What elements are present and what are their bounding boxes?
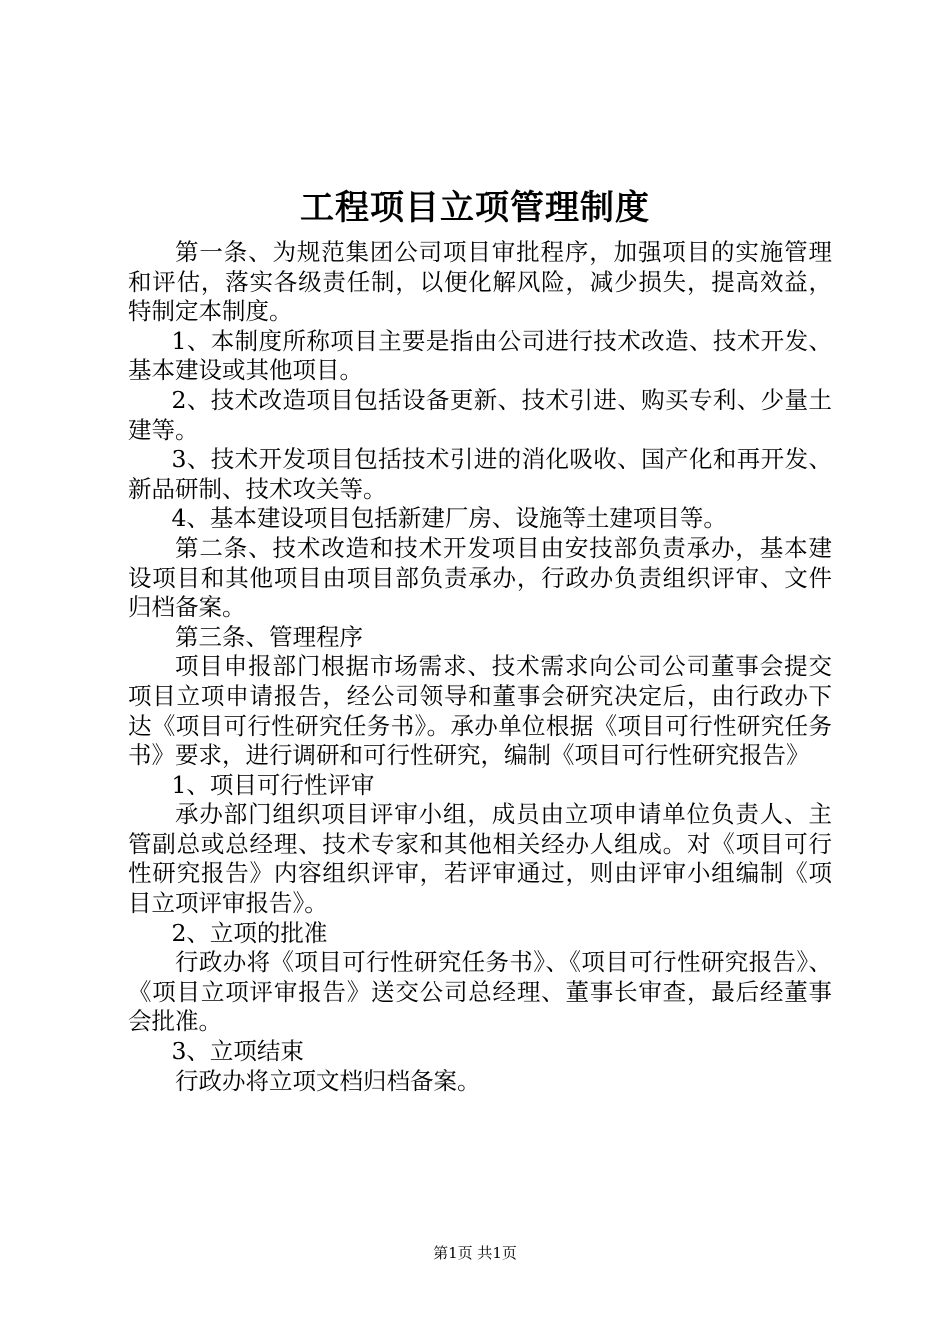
document-title: 工程项目立项管理制度	[300, 188, 650, 228]
paragraph-item-2: 2、技术改造项目包括设备更新、技术引进、购买专利、少量土建等。	[128, 385, 832, 444]
paragraph-procedure-text: 项目申报部门根据市场需求、技术需求向公司公司董事会提交项目立项申请报告，经公司领导和董事会研究决定后，由行政办下达《项目可行性研究任务书》。承办单位根据《项目可行性研究任务书》要求，进行调研和可行性研究，编制《项目可行性研究报告》	[128, 652, 832, 770]
paragraph-article-3: 第三条、管理程序	[175, 622, 363, 651]
paragraph-article-1: 第一条、为规范集团公司项目审批程序，加强项目的实施管理和评估，落实各级责任制，以便化解风险，减少损失，提高效益，特制定本制度。	[128, 238, 832, 326]
paragraph-item-1: 1、本制度所称项目主要是指由公司进行技术改造、技术开发、基本建设或其他项目。	[128, 326, 832, 385]
paragraph-step-2-text: 行政办将《项目可行性研究任务书》、《项目可行性研究报告》、《项目立项评审报告》送交公司总经理、董事长审查，最后经董事会批准。	[128, 948, 832, 1036]
document-body	[128, 238, 832, 1096]
paragraph-item-3: 3、技术开发项目包括技术引进的消化吸收、国产化和再开发、新品研制、技术攻关等。	[128, 445, 832, 503]
paragraph-step-2-heading: 2、立项的批准	[171, 918, 328, 947]
paragraph-step-3-heading: 3、立项结束	[171, 1037, 304, 1066]
paragraph-article-2: 第二条、技术改造和技术开发项目由安技部负责承办，基本建设项目和其他项目由项目部负责承办，行政办负责组织评审、文件归档备案。	[128, 533, 832, 622]
paragraph-step-3-text: 行政办将立项文档归档备案。	[175, 1066, 481, 1095]
page-number-footer: 第1页 共1页	[433, 1244, 517, 1262]
paragraph-step-1-text: 承办部门组织项目评审小组，成员由立项申请单位负责人、主管副总或总经理、技术专家和其他相关经办人组成。对《项目可行性研究报告》内容组织评审，若评审通过，则由评审小组编制《项目立项评审报告》。	[128, 800, 832, 918]
paragraph-item-4: 4、基本建设项目包括新建厂房、设施等土建项目等。	[171, 504, 727, 533]
paragraph-step-1-heading: 1、项目可行性评审	[171, 770, 375, 799]
